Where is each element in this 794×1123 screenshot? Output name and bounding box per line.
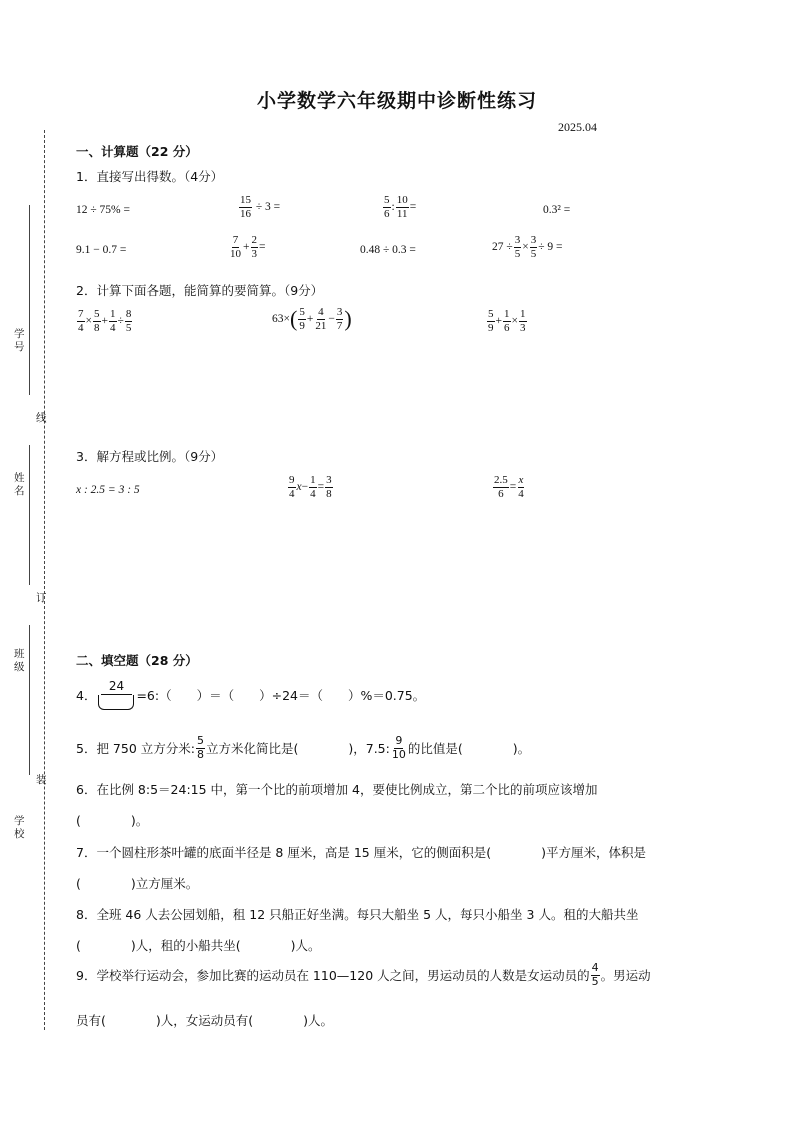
q8-line1: 8．全班 46 人去公园划船，租 12 只船正好坐满。每只大船坐 5 人，每只小船坐 3 人。租的大船共坐 bbox=[76, 907, 639, 922]
q3-e1: x : 2.5 = 3 : 5 bbox=[76, 484, 140, 496]
q9-line2: 员有( )人，女运动员有( )人。 bbox=[76, 1013, 334, 1028]
binding-line-char: 线 bbox=[36, 412, 47, 424]
q3-e3: $\frac{2.5}{6}$ = $\frac{x}{4}$ bbox=[494, 474, 524, 500]
q2-e1: $\frac{7}{4}$ × $\frac{5}{8}$ + $\frac{1}{4}$ ÷ $\frac{8}{5}$ bbox=[78, 308, 132, 334]
name-label: 姓名 bbox=[14, 472, 25, 497]
q1-a2: $\frac{15}{16}$ ÷ 3 = bbox=[240, 194, 281, 220]
q1-b2: $\frac{7}{10}$ + $\frac{2}{3}$ = bbox=[230, 234, 266, 260]
student-no-underline bbox=[29, 205, 30, 395]
q1-b3: 0.48 ÷ 0.3 = bbox=[360, 244, 416, 256]
q2-e3: $\frac{5}{9}$ + $\frac{1}{6}$ × $\frac{1}{3}$ bbox=[488, 308, 526, 334]
q1-a1: 12 ÷ 75% = bbox=[76, 204, 131, 216]
student-no-label: 学号 bbox=[14, 328, 25, 353]
binding-dashed-line bbox=[44, 130, 45, 1030]
q2-label: 2．计算下面各题，能简算的要简算。（9分） bbox=[76, 283, 324, 298]
class-label: 班级 bbox=[14, 648, 25, 673]
q8-line2: ( )人，租的小船共坐( )人。 bbox=[76, 938, 321, 953]
q6-line2: ( )。 bbox=[76, 813, 149, 828]
exam-date: 2025.04 bbox=[558, 120, 597, 134]
q4-blank-box[interactable] bbox=[98, 695, 134, 710]
q7-line1: 7．一个圆柱形茶叶罐的底面半径是 8 厘米，高是 15 厘米，它的侧面积是( )平方厘米，体积是 bbox=[76, 845, 646, 860]
q9-line1: 9．学校举行运动会，参加比赛的运动员在 110—120 人之间，男运动员的人数是女运动员的 $\frac{4}{5}$ 。男运动 bbox=[76, 961, 651, 988]
q5: 5．把 750 立方分米: $\frac{5}{8}$ 立方米化简比是( )，7.5: $\frac{9}{10}$ 的比值是( )。 bbox=[76, 734, 531, 761]
q4: 4． 24 =6:（ ）＝（ ）÷24＝（ ）%＝0.75。 bbox=[76, 680, 425, 710]
q1-a3: $\frac{5}{6}$ : $\frac{10}{11}$ = bbox=[384, 194, 417, 220]
q1-b4: 27 ÷ $\frac{3}{5}$ × $\frac{3}{5}$ ÷ 9 = bbox=[492, 234, 563, 260]
q1-label: 1．直接写出得数。（4分） bbox=[76, 169, 224, 184]
section1-heading: 一、计算题（22 分） bbox=[76, 144, 198, 159]
q7-line2: ( )立方厘米。 bbox=[76, 876, 199, 891]
section2-heading: 二、填空题（28 分） bbox=[76, 653, 198, 668]
q3-e2: $\frac{9}{4}$ x− $\frac{1}{4}$ = $\frac{3}{8}$ bbox=[289, 474, 332, 500]
school-label: 学校 bbox=[14, 815, 25, 840]
binding-ding-char: 订 bbox=[36, 592, 47, 604]
page-title: 小学数学六年级期中诊断性练习 bbox=[256, 90, 537, 112]
q1-b1: 9.1 − 0.7 = bbox=[76, 244, 127, 256]
class-underline bbox=[29, 625, 30, 775]
q1-a4: 0.3² = bbox=[543, 204, 571, 216]
binding-zhuang-char: 装 bbox=[36, 774, 47, 786]
q6-line1: 6．在比例 8:5＝24:15 中，第一个比的前项增加 4，要使比例成立，第二个比的前项应该增加 bbox=[76, 782, 598, 797]
q2-e2: 63×( $\frac{5}{9}$ + $\frac{4}{21}$ − $\frac{3}{7}$ ) bbox=[272, 306, 352, 332]
name-underline bbox=[29, 445, 30, 585]
q3-label: 3．解方程或比例。（9分） bbox=[76, 449, 224, 464]
